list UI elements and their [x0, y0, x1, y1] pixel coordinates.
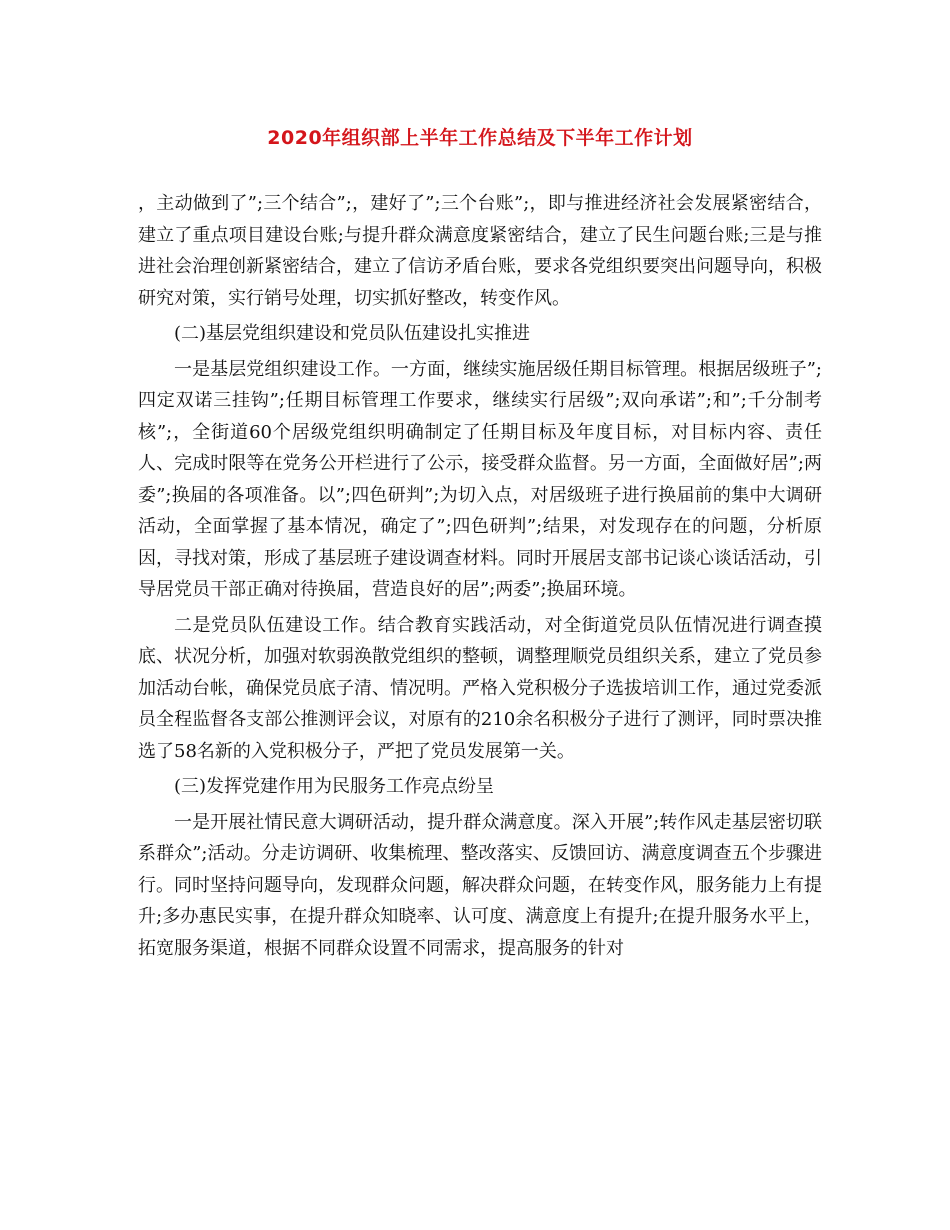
paragraph: 一是开展社情民意大调研活动，提升群众满意度。深入开展”;转作风走基层密切联系群众”;活动。分走访调研、收集梳理、整改落实、反馈回访、满意度调查五个步骤进行。同时坚持问题导向，发现群众问题，解决群众问题，在转变作风，服务能力上有提升;多办惠民实事，在提升群众知晓率、认可度、满意度上有提升;在提升服务水平上，拓宽服务渠道，根据不同群众设置不同需求，提高服务的针对: [138, 811, 822, 959]
section-heading: (三)发挥党建作用为民服务工作亮点纷呈: [174, 776, 495, 797]
paragraph: 二是党员队伍建设工作。结合教育实践活动，对全街道党员队伍情况进行调查摸底、状况分析，加强对软弱涣散党组织的整顿，调整理顺党员组织关系，建立了党员参加活动台帐，确保党员底子清、情况明。严格入党积极分子选拔培训工作，通过党委派员全程监督各支部公推测评会议，对原有的210余名积极分子进行了测评，同时票决推选了58名新的入党积极分子，严把了党员发展第一关。: [138, 614, 822, 762]
document-body: [138, 188, 822, 964]
document-title: 2020年组织部上半年工作总结及下半年工作计划: [267, 127, 693, 149]
paragraph: 一是基层党组织建设工作。一方面，继续实施居级任期目标管理。根据居级班子”;四定双诺三挂钩”;任期目标管理工作要求，继续实行居级”;双向承诺”;和”;千分制考核”;，全街道60个居级党组织明确制定了任期目标及年度目标，对目标内容、责任人、完成时限等在党务公开栏进行了公示，接受群众监督。另一方面，全面做好居”;两委”;换届的各项准备。以”;四色研判”;为切入点，对居级班子进行换届前的集中大调研活动，全面掌握了基本情况，确定了”;四色研判”;结果，对发现存在的问题，分析原因，寻找对策，形成了基层班子建设调查材料。同时开展居支部书记谈心谈话活动，引导居党员干部正确对待换届，营造良好的居”;两委”;换届环境。: [138, 358, 822, 600]
section-heading: (二)基层党组织建设和党员队伍建设扎实推进: [174, 323, 531, 344]
paragraph: ，主动做到了”;三个结合”;，建好了”;三个台账”;，即与推进经济社会发展紧密结合，建立了重点项目建设台账;与提升群众满意度紧密结合，建立了民生问题台账;三是与推进社会治理创新紧密结合，建立了信访矛盾台账，要求各党组织要突出问题导向，积极研究对策，实行销号处理，切实抓好整改，转变作风。: [138, 193, 822, 309]
